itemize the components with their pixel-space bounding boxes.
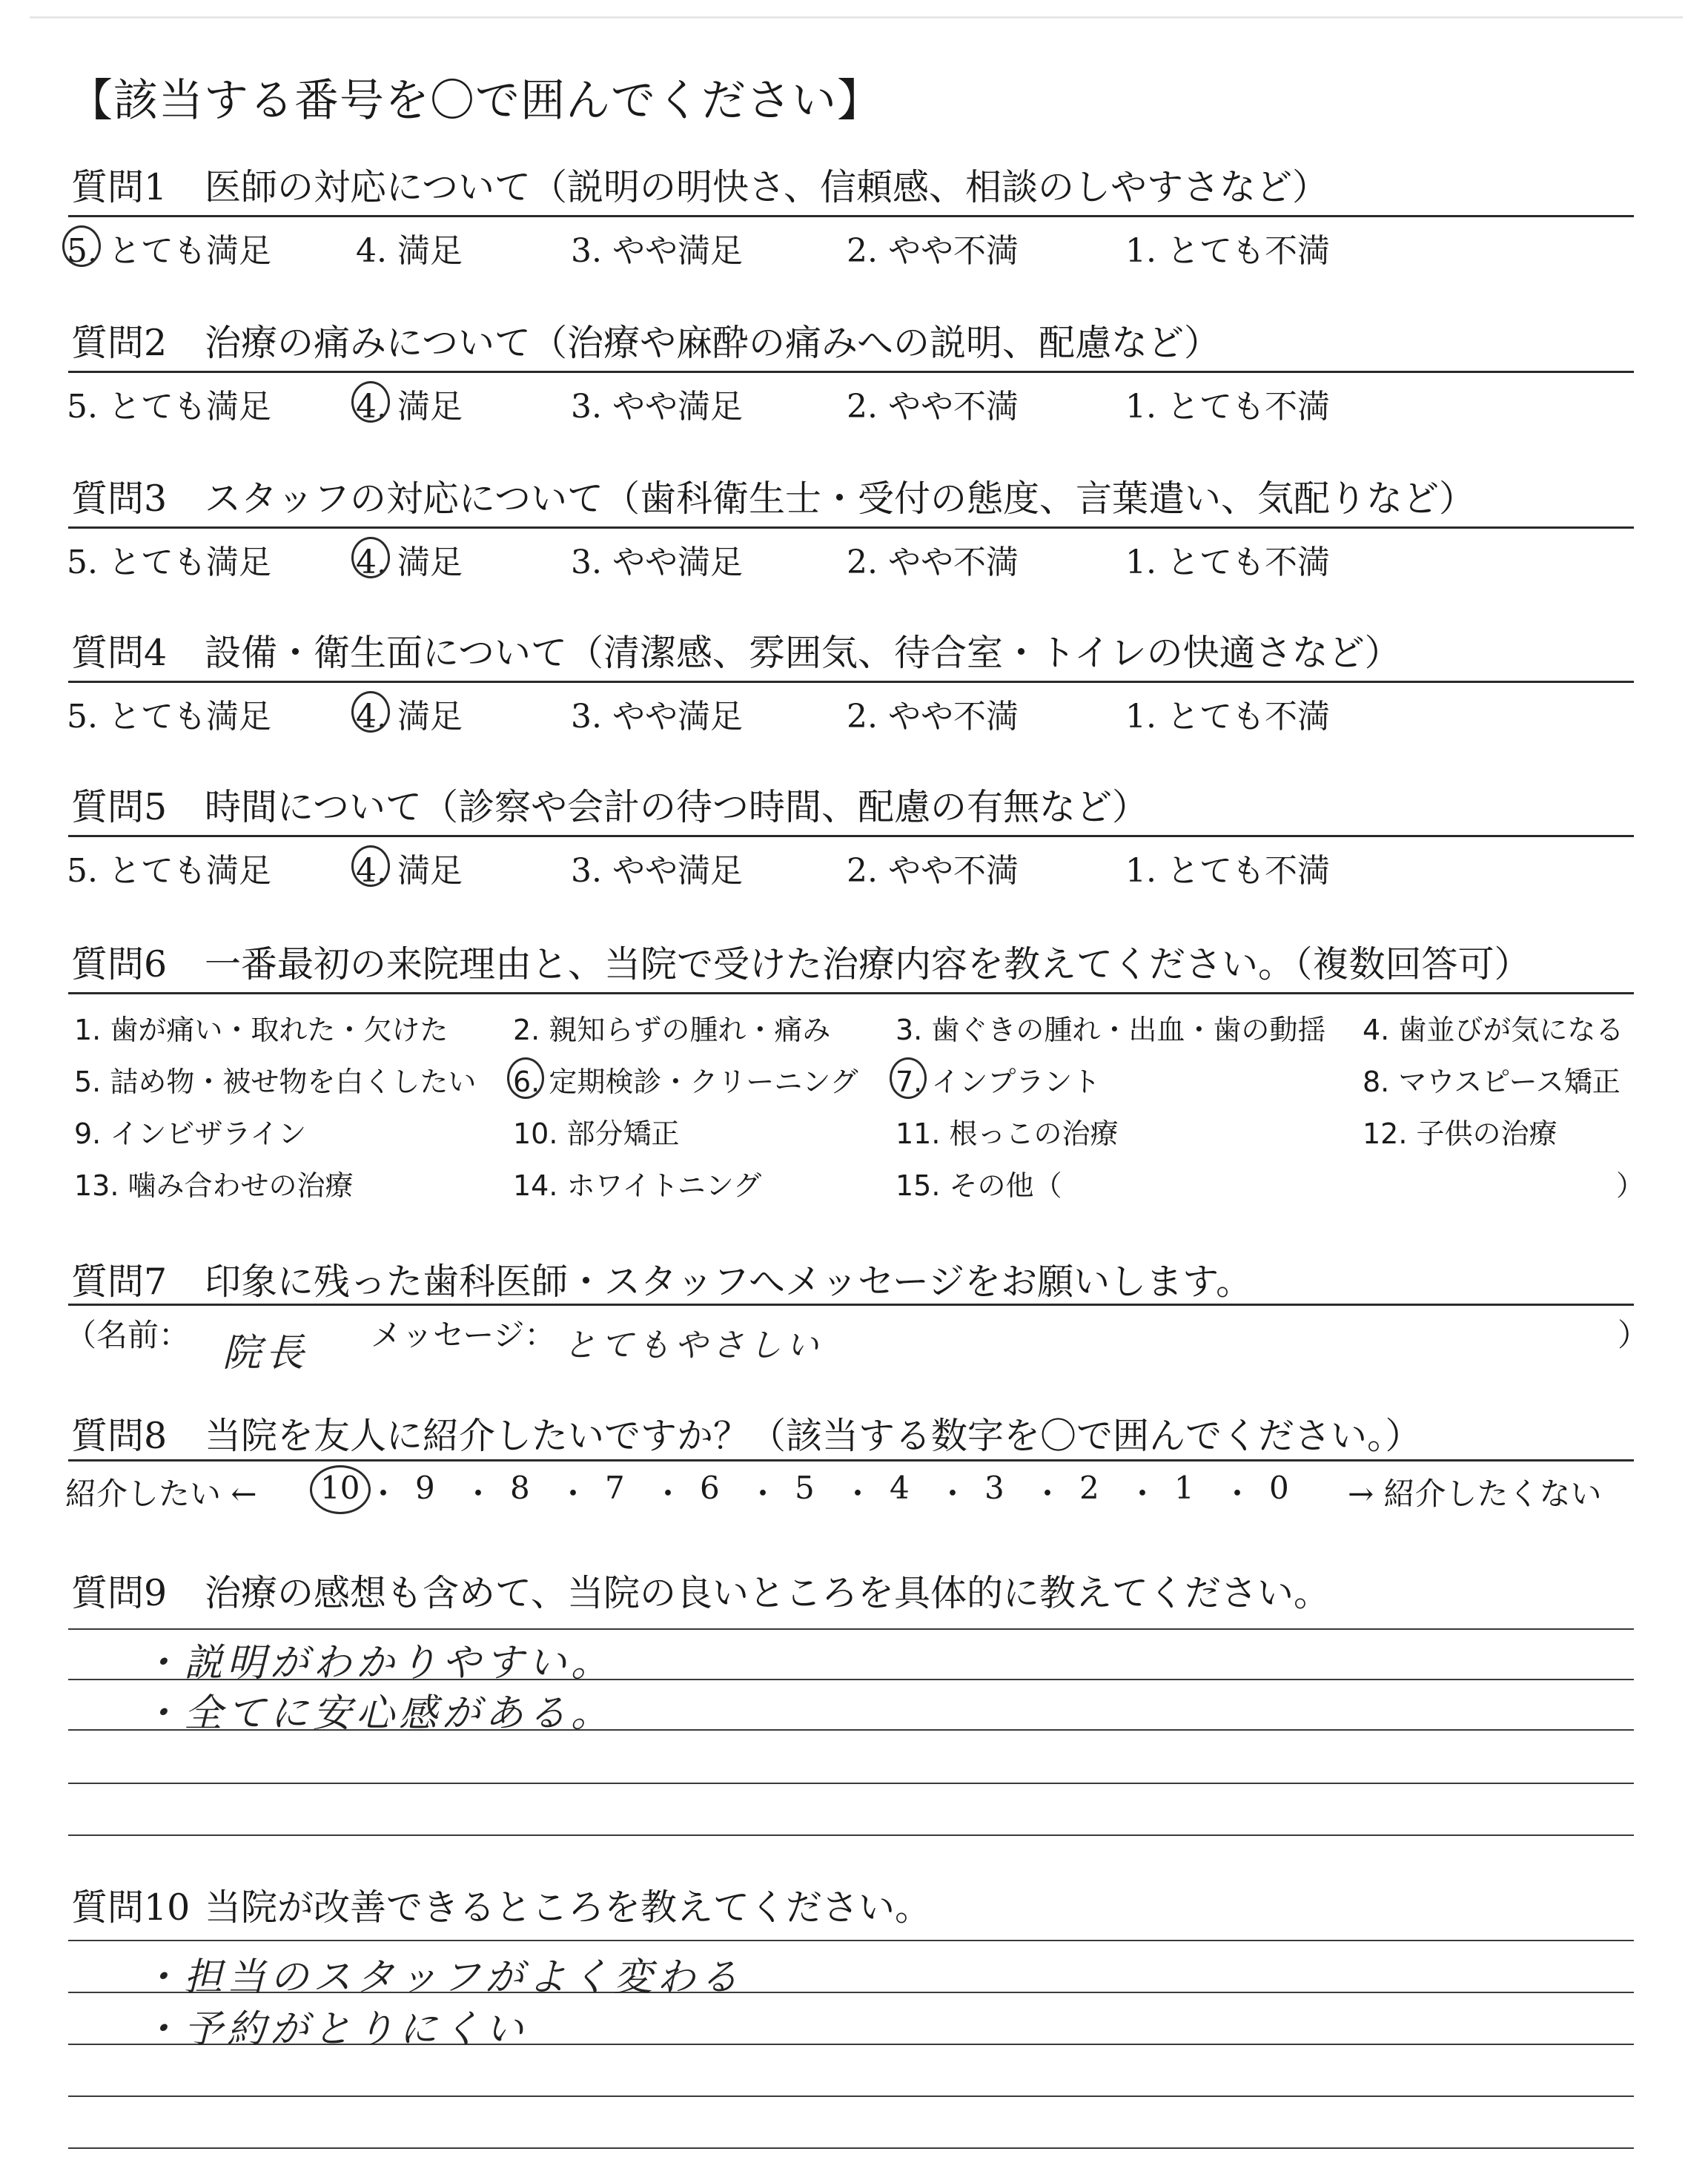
q5-option-4[interactable]: 4. 満足	[356, 852, 463, 890]
q3-selected-circle	[351, 537, 390, 578]
q1-text: 医師の対応について（説明の明快さ、信頼感、相談のしやすさなど）	[205, 166, 1329, 208]
q6-option-9[interactable]: 9. インビザライン	[74, 1117, 307, 1150]
q5-rule	[68, 835, 1634, 837]
q2-option-5[interactable]: 5. とても満足	[67, 388, 271, 426]
q1-number: 質問1	[71, 166, 168, 208]
q10-text: 当院が改善できるところを教えてください。	[205, 1886, 932, 1929]
q6-option-1[interactable]: 1. 歯が痛い・取れた・欠けた	[74, 1014, 448, 1046]
q6-option-7[interactable]: 7. インプラント	[896, 1066, 1101, 1098]
q1-option-4[interactable]: 4. 満足	[356, 232, 463, 270]
q2-heading	[71, 314, 1220, 366]
q8-scale-9[interactable]: 9	[415, 1470, 435, 1506]
q7-message-value[interactable]: とてもやさしい	[563, 1327, 823, 1364]
q1-option-5[interactable]: 5. とても満足	[67, 232, 271, 270]
q9-line-4	[68, 1783, 1634, 1784]
q6-option-15[interactable]: 15. その他（	[896, 1169, 1062, 1202]
q8-scale-1[interactable]: 1	[1174, 1470, 1194, 1506]
q4-number: 質問4	[71, 632, 168, 674]
q6-option-13[interactable]: 13. 噛み合わせの治療	[74, 1169, 354, 1202]
q8-scale-dot: ・	[557, 1476, 589, 1512]
q8-rule	[68, 1459, 1634, 1462]
q9-line-5	[68, 1834, 1634, 1836]
q8-scale-dot: ・	[1222, 1476, 1254, 1512]
q9-line-1	[68, 1628, 1634, 1630]
q3-number: 質問3	[71, 478, 168, 520]
q3-heading	[71, 470, 1475, 522]
q4-heading	[71, 624, 1401, 676]
q3-option-2[interactable]: 2. やや不満	[847, 544, 1019, 581]
q1-heading	[71, 159, 1328, 211]
q6-other-close-paren: ）	[1616, 1169, 1645, 1202]
q6-selected-circle-7	[890, 1057, 927, 1099]
q6-text: 一番最初の来院理由と、当院で受けた治療内容を教えてください。（複数回答可）	[205, 943, 1531, 985]
q9-text: 治療の感想も含めて、当院の良いところを具体的に教えてください。	[205, 1572, 1331, 1614]
q8-scale-7[interactable]: 7	[605, 1470, 625, 1506]
q7-message-label: メッセージ：	[371, 1317, 556, 1353]
q6-option-6[interactable]: 6. 定期検診・クリーニング	[513, 1066, 858, 1098]
q8-right-label: → 紹介したくない	[1348, 1476, 1602, 1512]
q8-scale-dot: ・	[747, 1476, 779, 1512]
q4-option-4[interactable]: 4. 満足	[356, 698, 463, 736]
q2-option-1[interactable]: 1. とても不満	[1125, 388, 1330, 426]
q8-scale-dot: ・	[937, 1476, 969, 1512]
q6-option-3[interactable]: 3. 歯ぐきの腫れ・出血・歯の動揺	[896, 1014, 1326, 1046]
page-top-edge	[30, 16, 1683, 19]
q2-option-2[interactable]: 2. やや不満	[847, 388, 1019, 426]
q7-number: 質問7	[71, 1261, 168, 1303]
q2-number: 質問2	[71, 322, 168, 364]
q6-selected-circle-6	[507, 1057, 544, 1099]
q6-option-2[interactable]: 2. 親知らずの腫れ・痛み	[513, 1014, 831, 1046]
q1-option-3[interactable]: 3. やや満足	[571, 232, 743, 270]
q10-answer-1[interactable]: ・担当のスタッフがよく変わる	[141, 1955, 744, 2000]
q4-option-1[interactable]: 1. とても不満	[1125, 698, 1330, 736]
q6-option-8[interactable]: 8. マウスピース矯正	[1363, 1066, 1621, 1098]
q3-rule	[68, 526, 1634, 529]
q8-scale-6[interactable]: 6	[700, 1470, 720, 1506]
q9-heading	[71, 1565, 1330, 1616]
q6-rule	[68, 992, 1634, 994]
q6-heading	[71, 936, 1531, 988]
q8-scale-0[interactable]: 0	[1269, 1470, 1289, 1506]
q10-heading	[71, 1879, 931, 1931]
q7-text: 印象に残った歯科医師・スタッフへメッセージをお願いします。	[205, 1261, 1253, 1303]
q5-option-3[interactable]: 3. やや満足	[571, 852, 743, 890]
q10-answer-2[interactable]: ・予約がとりにくい	[141, 2007, 529, 2052]
q8-scale-dot: ・	[368, 1476, 400, 1512]
q6-option-10[interactable]: 10. 部分矯正	[513, 1117, 680, 1150]
q4-text: 設備・衛生面について（清潔感、雰囲気、待合室・トイレの快適さなど）	[205, 632, 1401, 674]
q3-option-1[interactable]: 1. とても不満	[1125, 544, 1330, 581]
q1-rule	[68, 215, 1634, 217]
q8-scale-8[interactable]: 8	[510, 1470, 530, 1506]
q7-name-label: （名前：	[65, 1317, 191, 1353]
q5-selected-circle	[351, 845, 390, 887]
q8-scale-3[interactable]: 3	[984, 1470, 1004, 1506]
page-title: 【該当する番号を〇で囲んでください】	[68, 75, 882, 127]
q7-rule	[68, 1304, 1634, 1306]
q8-scale-dot: ・	[1032, 1476, 1064, 1512]
q7-name-value[interactable]: 院長	[222, 1331, 309, 1375]
q4-rule	[68, 681, 1634, 683]
q8-scale-5[interactable]: 5	[795, 1470, 815, 1506]
q5-text: 時間について（診察や会計の待つ時間、配慮の有無など）	[205, 786, 1149, 828]
q5-option-1[interactable]: 1. とても不満	[1125, 852, 1330, 890]
q2-text: 治療の痛みについて（治療や麻酔の痛みへの説明、配慮など）	[205, 322, 1221, 364]
q8-scale-dot: ・	[652, 1476, 684, 1512]
q7-heading	[71, 1253, 1252, 1305]
q2-option-3[interactable]: 3. やや満足	[571, 388, 743, 426]
q5-option-5[interactable]: 5. とても満足	[67, 852, 271, 890]
q4-selected-circle	[351, 691, 390, 733]
q8-scale-4[interactable]: 4	[890, 1470, 910, 1506]
q8-heading	[71, 1407, 1422, 1459]
q4-option-3[interactable]: 3. やや満足	[571, 698, 743, 736]
q3-option-4[interactable]: 4. 満足	[356, 544, 463, 581]
q2-selected-circle	[351, 381, 390, 423]
q8-scale-2[interactable]: 2	[1079, 1470, 1099, 1506]
q6-option-14[interactable]: 14. ホワイトニング	[513, 1169, 762, 1202]
q1-selected-circle	[62, 225, 101, 267]
q1-option-2[interactable]: 2. やや不満	[847, 232, 1019, 270]
q2-option-4[interactable]: 4. 満足	[356, 388, 463, 426]
q9-answer-2[interactable]: ・全てに安心感がある。	[141, 1691, 615, 1736]
q9-number: 質問9	[71, 1572, 168, 1614]
q2-rule	[68, 371, 1634, 373]
q6-option-4[interactable]: 4. 歯並びが気になる	[1363, 1014, 1624, 1046]
q8-scale-dot: ・	[1127, 1476, 1159, 1512]
q4-option-5[interactable]: 5. とても満足	[67, 698, 271, 736]
q7-close-paren: ）	[1618, 1317, 1649, 1353]
q6-option-5[interactable]: 5. 詰め物・被せ物を白くしたい	[74, 1066, 477, 1098]
q8-scale-10[interactable]: 10	[320, 1470, 360, 1506]
q10-line-1	[68, 1940, 1634, 1941]
q1-option-1[interactable]: 1. とても不満	[1125, 232, 1330, 270]
q6-option-12[interactable]: 12. 子供の治療	[1363, 1117, 1558, 1150]
q8-number: 質問8	[71, 1415, 168, 1457]
q9-answer-1[interactable]: ・説明がわかりやすい。	[141, 1641, 615, 1685]
q8-scale-dot: ・	[842, 1476, 874, 1512]
q5-option-2[interactable]: 2. やや不満	[847, 852, 1019, 890]
q5-number: 質問5	[71, 786, 168, 828]
q6-option-11[interactable]: 11. 根っこの治療	[896, 1117, 1119, 1150]
q8-selected-circle	[310, 1465, 371, 1514]
q8-scale-dot: ・	[463, 1476, 494, 1512]
q10-line-5	[68, 2147, 1634, 2149]
q5-heading	[71, 779, 1148, 830]
q8-left-label: 紹介したい ←	[65, 1476, 257, 1512]
q3-option-5[interactable]: 5. とても満足	[67, 544, 271, 581]
q3-option-3[interactable]: 3. やや満足	[571, 544, 743, 581]
q3-text: スタッフの対応について（歯科衛生士・受付の態度、言葉遣い、気配りなど）	[205, 478, 1476, 520]
q10-number: 質問10	[71, 1886, 191, 1929]
q10-line-4	[68, 2095, 1634, 2097]
q4-option-2[interactable]: 2. やや不満	[847, 698, 1019, 736]
q6-number: 質問6	[71, 943, 168, 985]
q8-text: 当院を友人に紹介したいですか？（該当する数字を〇で囲んでください。）	[205, 1415, 1422, 1457]
